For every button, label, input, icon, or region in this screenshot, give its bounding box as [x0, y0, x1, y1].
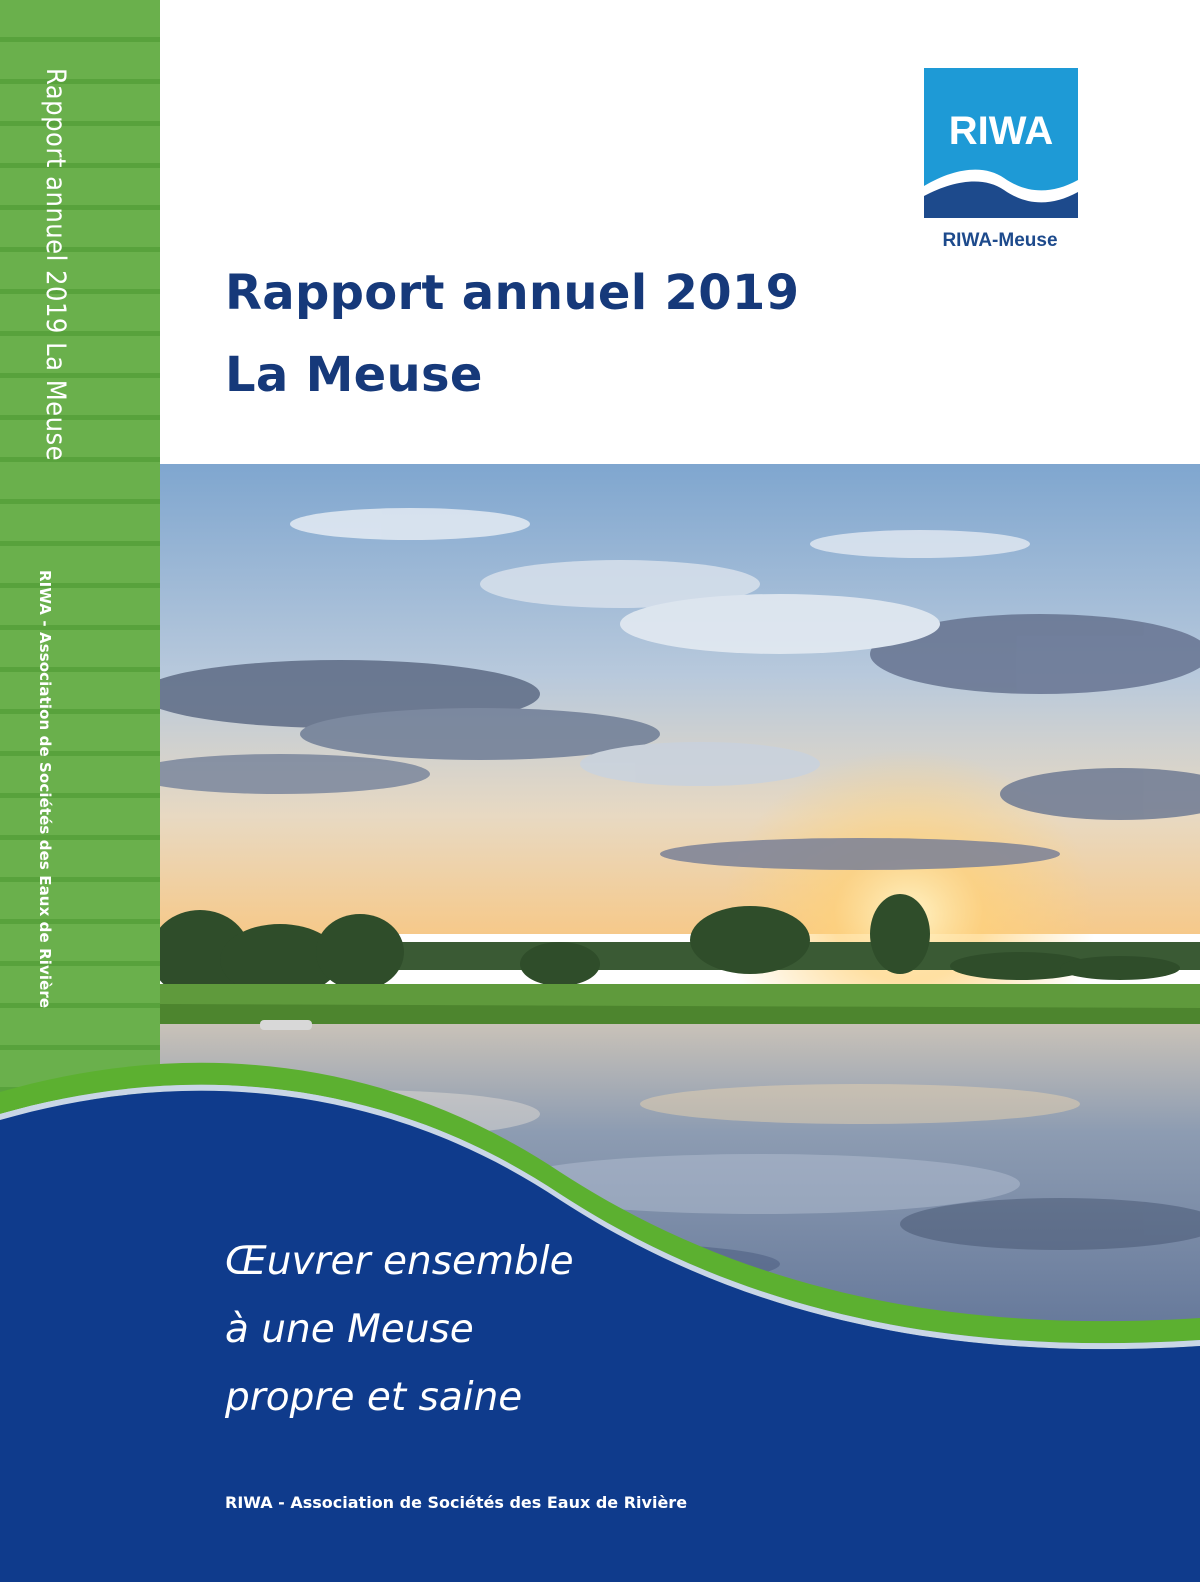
- title-line-1: Rapport annuel 2019: [225, 265, 800, 321]
- slogan-line-1: Œuvrer ensemble: [225, 1239, 574, 1284]
- slogan: [225, 1228, 574, 1432]
- spine-title: Rapport annuel 2019 La Meuse: [40, 68, 71, 462]
- logo-caption: RIWA-Meuse: [942, 230, 1058, 251]
- riwa-logo: [924, 68, 1078, 218]
- logo-wordmark: RIWA: [948, 109, 1054, 153]
- report-title: [225, 252, 799, 416]
- spine-band: [0, 0, 160, 1100]
- footer-organization: RIWA - Association de Sociétés des Eaux de Rivière: [225, 1493, 688, 1512]
- slogan-line-3: propre et saine: [225, 1375, 523, 1420]
- title-line-2: La Meuse: [225, 347, 483, 403]
- slogan-line-2: à une Meuse: [225, 1307, 474, 1352]
- spine-organization: RIWA - Association de Sociétés des Eaux de Rivière: [36, 570, 54, 1009]
